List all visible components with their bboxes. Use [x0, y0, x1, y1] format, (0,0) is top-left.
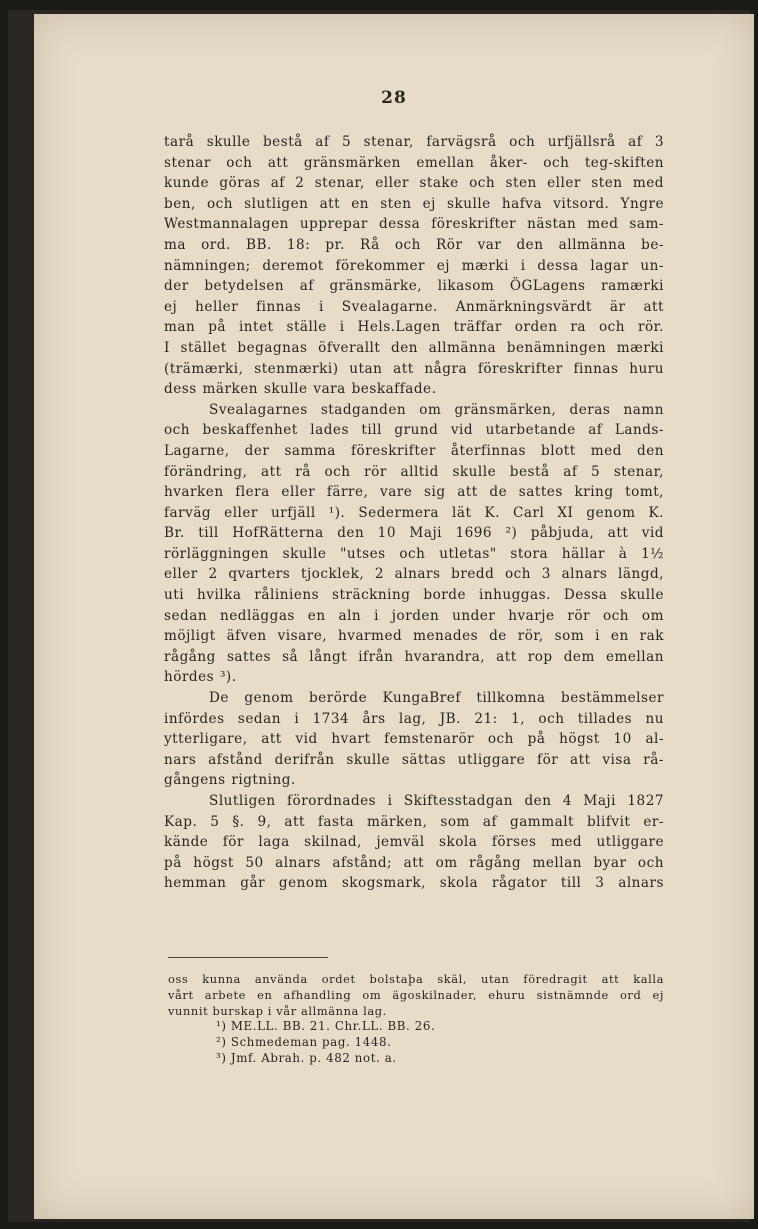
body-text [164, 132, 664, 894]
text-line: förändring, att rå och rör alltid skulle bestå af 5 stenar, [164, 463, 664, 480]
text-line: Br. till HofRätterna den 10 Maji 1696 ²) påbjuda, att vid [164, 525, 664, 542]
footnote-line: vårt arbete en afhandling om ägoskilnader, ehuru sistnämnde ord ej [168, 987, 664, 1002]
text-line: stenar och att gränsmärken emellan åker- och teg-skiften [164, 154, 664, 171]
footnote-reference: ²) Schmedeman pag. 1448. [216, 1035, 392, 1050]
text-line: ben, och slutligen att en sten ej skulle hafva vitsord. Yngre [164, 195, 664, 212]
text-line: der betydelsen af gränsmärke, likasom ÖGLagens ramærki [164, 278, 664, 295]
text-line: man på intet ställe i Hels.Lagen träffar orden ra och rör. [164, 319, 664, 336]
text-line: I stället begagnas öfverallt den allmänna benämningen mærki [164, 339, 664, 356]
text-line: (trämærki, stenmærki) utan att några föreskrifter finnas huru [164, 360, 664, 377]
text-line: rörläggningen skulle "utses och utletas" stora hällar à 1½ [164, 545, 664, 562]
text-line: uti hvilka råliniens sträckning borde inhuggas. Dessa skulle [164, 587, 664, 604]
text-line: sedan nedläggas en aln i jorden under hvarje rör och om [164, 607, 664, 624]
text-line: på högst 50 alnars afstånd; att om rågång mellan byar och [164, 854, 664, 871]
text-line: Svealagarnes stadganden om gränsmärken, deras namn [209, 401, 664, 418]
text-line: kunde göras af 2 stenar, eller stake och sten eller sten med [164, 175, 664, 192]
text-line: rågång sattes så långt ifrån hvarandra, att rop dem emellan [164, 648, 664, 665]
text-line: farväg eller urfjäll ¹). Sedermera lät K. Carl XI genom K. [164, 504, 664, 521]
text-line: kände för laga skilnad, jemväl skola förses med utliggare [164, 834, 664, 851]
text-line: och beskaffenhet lades till grund vid utarbetande af Lands- [164, 422, 664, 439]
book-page [34, 14, 754, 1219]
text-line: gångens rigtning. [164, 772, 296, 789]
footnote-reference: ¹) ME.LL. BB. 21. Chr.LL. BB. 26. [216, 1019, 436, 1034]
text-line: ma ord. BB. 18: pr. Rå och Rör var den allmänna be- [164, 236, 664, 253]
text-line: nämningen; deremot förekommer ej mærki i dessa lagar un- [164, 257, 664, 274]
footnotes [168, 972, 664, 1067]
text-line: Lagarne, der samma föreskrifter återfinnas blott med den [164, 442, 664, 459]
text-line: nars afstånd derifrån skulle sättas utliggare för att visa rå- [164, 751, 664, 768]
text-line: ej heller finnas i Svealagarne. Anmärkningsvärdt är att [164, 298, 664, 315]
text-line: hemman går genom skogsmark, skola rågator till 3 alnars [164, 875, 664, 892]
text-line: Westmannalagen upprepar dessa föreskrifter nästan med sam- [164, 216, 664, 233]
text-line: dess märken skulle vara beskaffade. [164, 381, 437, 398]
text-line: hvarken flera eller färre, vare sig att de sattes kring tomt, [164, 484, 664, 501]
text-line: hördes ³). [164, 669, 237, 686]
text-line: ytterligare, att vid hvart femstenarör och på högst 10 al- [164, 731, 664, 748]
text-line: Slutligen förordnades i Skiftesstadgan den 4 Maji 1827 [209, 793, 664, 809]
text-line: De genom berörde KungaBref tillkomna bestämmelser [209, 690, 664, 707]
text-line: eller 2 qvarters tjocklek, 2 alnars bredd och 3 alnars längd, [164, 566, 664, 583]
footnote-reference: ³) Jmf. Abrah. p. 482 not. a. [216, 1050, 397, 1065]
text-line: möjligt äfven visare, hvarmed menades de rör, som i en rak [164, 628, 664, 645]
text-line: tarå skulle bestå af 5 stenar, farvägsrå och urfjällsrå af 3 [164, 134, 664, 150]
page-number: 28 [381, 88, 407, 108]
text-line: Kap. 5 §. 9, att fasta märken, som af gammalt blifvit er- [164, 813, 664, 830]
footnote-line: oss kunna använda ordet bolstaþa skäl, utan föredragit att kalla [168, 972, 664, 986]
footnote-divider [168, 957, 328, 958]
text-line: infördes sedan i 1734 års lag, JB. 21: 1, och tillades nu [164, 710, 664, 727]
footnote-line: vunnit burskap i vår allmänna lag. [168, 1003, 387, 1018]
